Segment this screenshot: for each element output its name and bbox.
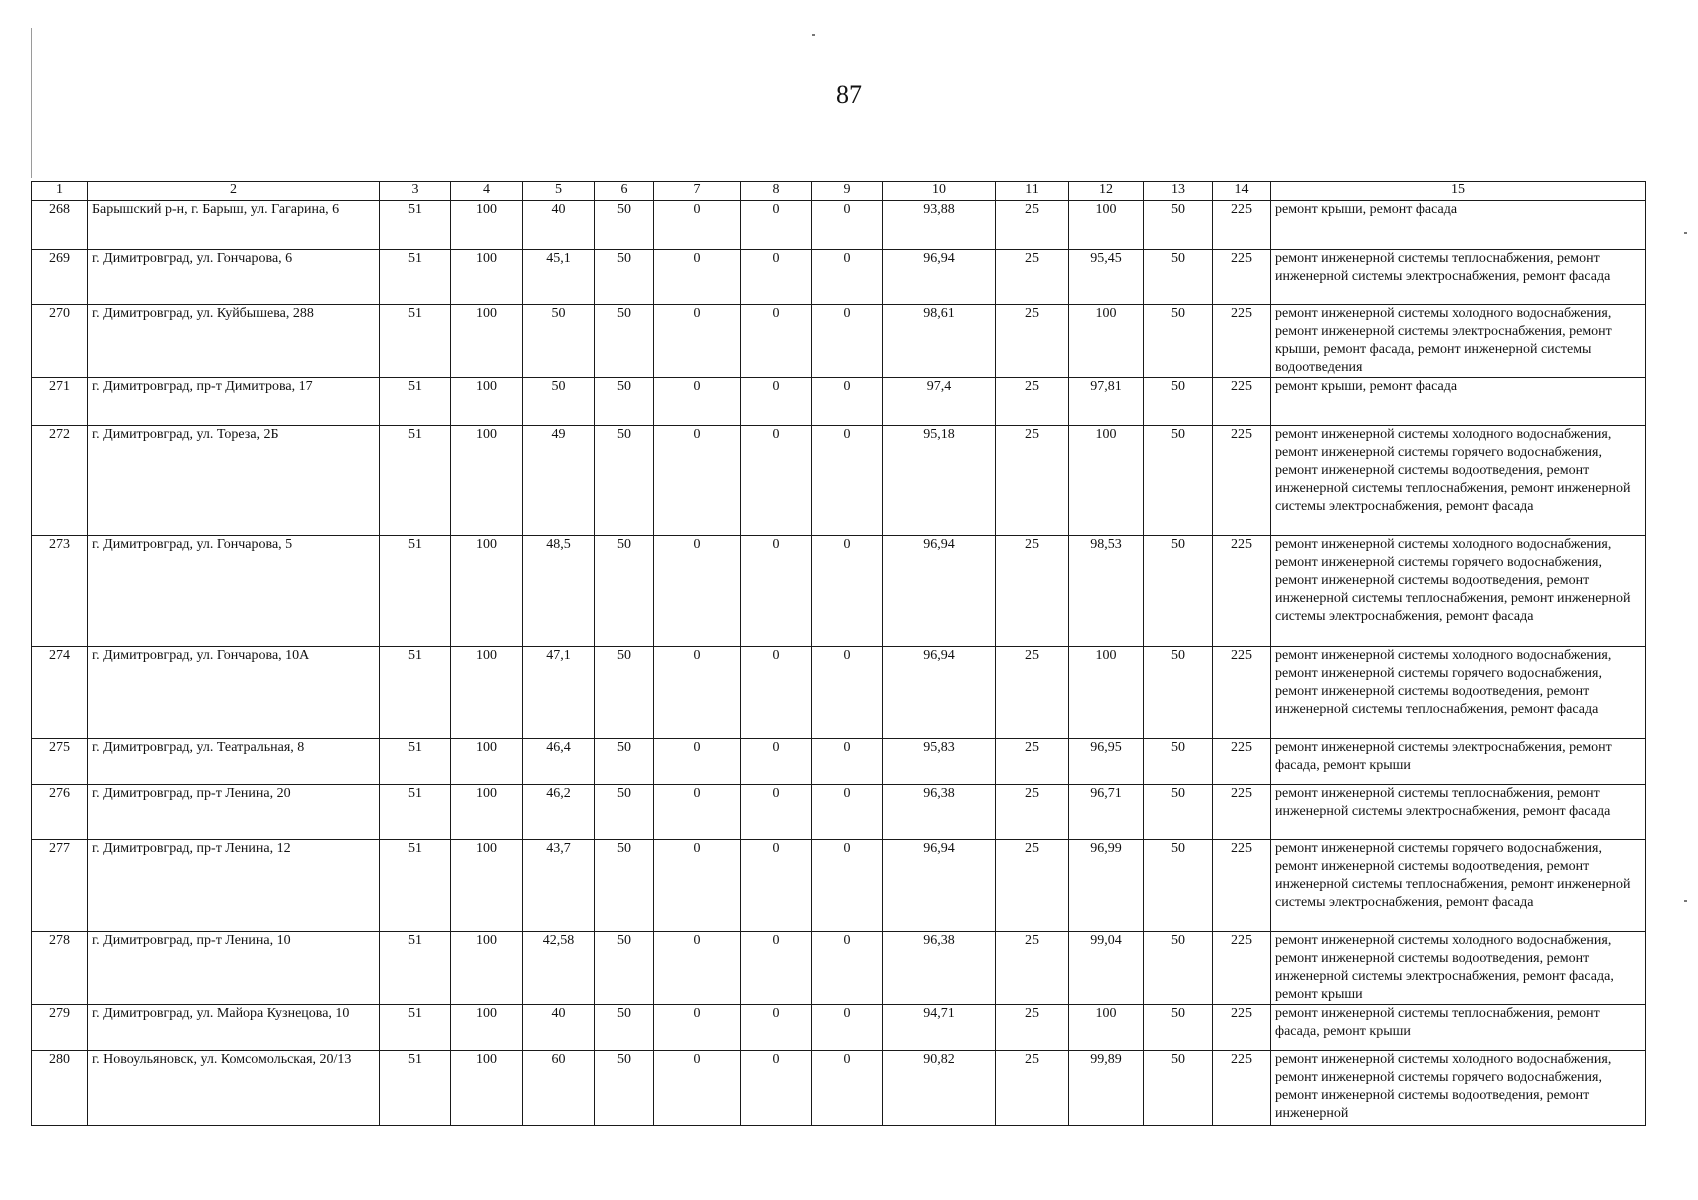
col3-cell: 51 <box>380 739 451 785</box>
table-row <box>32 378 1646 426</box>
col6-cell: 50 <box>595 785 654 840</box>
col6-cell: 50 <box>595 536 654 647</box>
col12-cell: 95,45 <box>1069 250 1144 305</box>
table-row <box>32 932 1646 1005</box>
col14-cell: 225 <box>1213 536 1271 647</box>
col6-cell: 50 <box>595 1005 654 1051</box>
col10-cell: 96,94 <box>883 840 996 932</box>
row-number: 273 <box>32 536 88 647</box>
col11-cell: 25 <box>996 536 1069 647</box>
col7-cell: 0 <box>654 647 741 739</box>
repair-program-table <box>31 181 1646 1126</box>
column-header: 1 <box>32 182 88 201</box>
table-row <box>32 1005 1646 1051</box>
col11-cell: 25 <box>996 647 1069 739</box>
col13-cell: 50 <box>1144 426 1213 536</box>
column-header: 13 <box>1144 182 1213 201</box>
col4-cell: 100 <box>451 426 523 536</box>
col3-cell: 51 <box>380 1005 451 1051</box>
col10-cell: 96,94 <box>883 536 996 647</box>
works-cell: ремонт крыши, ремонт фасада <box>1271 201 1646 250</box>
table-row <box>32 536 1646 647</box>
col12-cell: 98,53 <box>1069 536 1144 647</box>
col12-cell: 96,71 <box>1069 785 1144 840</box>
col11-cell: 25 <box>996 378 1069 426</box>
col5-cell: 60 <box>523 1051 595 1126</box>
col8-cell: 0 <box>741 932 812 1005</box>
col5-cell: 40 <box>523 1005 595 1051</box>
col14-cell: 225 <box>1213 739 1271 785</box>
col9-cell: 0 <box>812 305 883 378</box>
col10-cell: 96,38 <box>883 932 996 1005</box>
col13-cell: 50 <box>1144 1051 1213 1126</box>
row-number: 279 <box>32 1005 88 1051</box>
col10-cell: 93,88 <box>883 201 996 250</box>
col10-cell: 96,94 <box>883 250 996 305</box>
column-header: 15 <box>1271 182 1646 201</box>
col8-cell: 0 <box>741 1005 812 1051</box>
col12-cell: 100 <box>1069 647 1144 739</box>
col4-cell: 100 <box>451 785 523 840</box>
col10-cell: 90,82 <box>883 1051 996 1126</box>
col7-cell: 0 <box>654 201 741 250</box>
col6-cell: 50 <box>595 201 654 250</box>
col3-cell: 51 <box>380 426 451 536</box>
table-row <box>32 739 1646 785</box>
col11-cell: 25 <box>996 1005 1069 1051</box>
col8-cell: 0 <box>741 647 812 739</box>
col4-cell: 100 <box>451 305 523 378</box>
table-row <box>32 305 1646 378</box>
col5-cell: 45,1 <box>523 250 595 305</box>
works-cell: ремонт инженерной системы теплоснабжения, ремонт инженерной системы электроснабжения, ремонт фасада <box>1271 250 1646 305</box>
col4-cell: 100 <box>451 647 523 739</box>
works-cell: ремонт инженерной системы холодного водоснабжения, ремонт инженерной системы горячего водоснабжения, ремонт инженерной системы водоотведения, ремонт инженерной системы теплоснабжения, ремонт инженерной системы электроснабжения, ремонт фасада <box>1271 426 1646 536</box>
col8-cell: 0 <box>741 785 812 840</box>
row-number: 269 <box>32 250 88 305</box>
col9-cell: 0 <box>812 1051 883 1126</box>
col8-cell: 0 <box>741 201 812 250</box>
col9-cell: 0 <box>812 378 883 426</box>
row-number: 272 <box>32 426 88 536</box>
address-cell: г. Димитровград, пр-т Димитрова, 17 <box>88 378 380 426</box>
col12-cell: 99,04 <box>1069 932 1144 1005</box>
col14-cell: 225 <box>1213 378 1271 426</box>
col8-cell: 0 <box>741 305 812 378</box>
table-row <box>32 785 1646 840</box>
col7-cell: 0 <box>654 250 741 305</box>
row-number: 278 <box>32 932 88 1005</box>
col6-cell: 50 <box>595 378 654 426</box>
column-header: 12 <box>1069 182 1144 201</box>
col3-cell: 51 <box>380 378 451 426</box>
col13-cell: 50 <box>1144 840 1213 932</box>
col4-cell: 100 <box>451 378 523 426</box>
col3-cell: 51 <box>380 647 451 739</box>
col8-cell: 0 <box>741 739 812 785</box>
col14-cell: 225 <box>1213 932 1271 1005</box>
col6-cell: 50 <box>595 250 654 305</box>
col8-cell: 0 <box>741 840 812 932</box>
row-number: 268 <box>32 201 88 250</box>
col14-cell: 225 <box>1213 1005 1271 1051</box>
address-cell: г. Димитровград, пр-т Ленина, 20 <box>88 785 380 840</box>
col8-cell: 0 <box>741 250 812 305</box>
row-number: 274 <box>32 647 88 739</box>
col12-cell: 100 <box>1069 201 1144 250</box>
table-row <box>32 840 1646 932</box>
col9-cell: 0 <box>812 536 883 647</box>
column-header: 14 <box>1213 182 1271 201</box>
col14-cell: 225 <box>1213 201 1271 250</box>
col7-cell: 0 <box>654 536 741 647</box>
col11-cell: 25 <box>996 739 1069 785</box>
address-cell: г. Димитровград, ул. Майора Кузнецова, 10 <box>88 1005 380 1051</box>
col11-cell: 25 <box>996 426 1069 536</box>
col12-cell: 100 <box>1069 305 1144 378</box>
scan-speck <box>1684 232 1687 234</box>
col4-cell: 100 <box>451 201 523 250</box>
col9-cell: 0 <box>812 932 883 1005</box>
col10-cell: 96,38 <box>883 785 996 840</box>
col6-cell: 50 <box>595 840 654 932</box>
col5-cell: 49 <box>523 426 595 536</box>
table-row <box>32 1051 1646 1126</box>
column-header: 3 <box>380 182 451 201</box>
address-cell: г. Димитровград, ул. Тореза, 2Б <box>88 426 380 536</box>
address-cell: г. Димитровград, пр-т Ленина, 10 <box>88 932 380 1005</box>
works-cell: ремонт инженерной системы теплоснабжения, ремонт инженерной системы электроснабжения, ремонт фасада <box>1271 785 1646 840</box>
col6-cell: 50 <box>595 1051 654 1126</box>
column-header: 5 <box>523 182 595 201</box>
row-number: 270 <box>32 305 88 378</box>
col5-cell: 50 <box>523 378 595 426</box>
column-header: 9 <box>812 182 883 201</box>
col14-cell: 225 <box>1213 840 1271 932</box>
col6-cell: 50 <box>595 426 654 536</box>
column-header: 6 <box>595 182 654 201</box>
address-cell: г. Димитровград, ул. Гончарова, 5 <box>88 536 380 647</box>
col13-cell: 50 <box>1144 201 1213 250</box>
col3-cell: 51 <box>380 536 451 647</box>
row-number: 280 <box>32 1051 88 1126</box>
address-cell: г. Димитровград, ул. Куйбышева, 288 <box>88 305 380 378</box>
works-cell: ремонт инженерной системы холодного водоснабжения, ремонт инженерной системы горячего водоснабжения, ремонт инженерной системы водоотведения, ремонт инженерной системы теплоснабжения, ремонт фасада <box>1271 647 1646 739</box>
col7-cell: 0 <box>654 785 741 840</box>
col14-cell: 225 <box>1213 785 1271 840</box>
table-row <box>32 647 1646 739</box>
column-header: 2 <box>88 182 380 201</box>
col5-cell: 46,2 <box>523 785 595 840</box>
col11-cell: 25 <box>996 250 1069 305</box>
col11-cell: 25 <box>996 201 1069 250</box>
page-number: 87 <box>836 80 862 109</box>
col12-cell: 96,99 <box>1069 840 1144 932</box>
column-header: 7 <box>654 182 741 201</box>
col11-cell: 25 <box>996 1051 1069 1126</box>
col7-cell: 0 <box>654 378 741 426</box>
col14-cell: 225 <box>1213 250 1271 305</box>
col12-cell: 100 <box>1069 426 1144 536</box>
col4-cell: 100 <box>451 1051 523 1126</box>
col4-cell: 100 <box>451 536 523 647</box>
col13-cell: 50 <box>1144 536 1213 647</box>
col7-cell: 0 <box>654 932 741 1005</box>
col3-cell: 51 <box>380 250 451 305</box>
col5-cell: 43,7 <box>523 840 595 932</box>
works-cell: ремонт инженерной системы теплоснабжения, ремонт фасада, ремонт крыши <box>1271 1005 1646 1051</box>
col7-cell: 0 <box>654 1005 741 1051</box>
col5-cell: 40 <box>523 201 595 250</box>
col4-cell: 100 <box>451 739 523 785</box>
col13-cell: 50 <box>1144 647 1213 739</box>
table-row <box>32 201 1646 250</box>
col3-cell: 51 <box>380 932 451 1005</box>
col13-cell: 50 <box>1144 250 1213 305</box>
col4-cell: 100 <box>451 1005 523 1051</box>
col3-cell: 51 <box>380 840 451 932</box>
col14-cell: 225 <box>1213 305 1271 378</box>
works-cell: ремонт инженерной системы холодного водоснабжения, ремонт инженерной системы горячего водоснабжения, ремонт инженерной системы водоотведения, ремонт инженерной <box>1271 1051 1646 1126</box>
col6-cell: 50 <box>595 305 654 378</box>
scan-speck <box>812 34 815 36</box>
col4-cell: 100 <box>451 250 523 305</box>
col12-cell: 100 <box>1069 1005 1144 1051</box>
address-cell: г. Димитровград, ул. Театральная, 8 <box>88 739 380 785</box>
works-cell: ремонт инженерной системы холодного водоснабжения, ремонт инженерной системы водоотведения, ремонт инженерной системы электроснабжения, ремонт фасада, ремонт крыши <box>1271 932 1646 1005</box>
col5-cell: 42,58 <box>523 932 595 1005</box>
col13-cell: 50 <box>1144 739 1213 785</box>
col9-cell: 0 <box>812 785 883 840</box>
col10-cell: 96,94 <box>883 647 996 739</box>
address-cell: г. Димитровград, ул. Гончарова, 6 <box>88 250 380 305</box>
col6-cell: 50 <box>595 647 654 739</box>
address-cell: г. Димитровград, ул. Гончарова, 10А <box>88 647 380 739</box>
col9-cell: 0 <box>812 739 883 785</box>
address-cell: г. Новоульяновск, ул. Комсомольская, 20/13 <box>88 1051 380 1126</box>
col11-cell: 25 <box>996 785 1069 840</box>
works-cell: ремонт крыши, ремонт фасада <box>1271 378 1646 426</box>
col8-cell: 0 <box>741 1051 812 1126</box>
header-row <box>32 182 1646 201</box>
col10-cell: 95,83 <box>883 739 996 785</box>
col13-cell: 50 <box>1144 785 1213 840</box>
col4-cell: 100 <box>451 840 523 932</box>
col8-cell: 0 <box>741 378 812 426</box>
column-header: 8 <box>741 182 812 201</box>
col8-cell: 0 <box>741 426 812 536</box>
col3-cell: 51 <box>380 201 451 250</box>
address-cell: Барышский р-н, г. Барыш, ул. Гагарина, 6 <box>88 201 380 250</box>
works-cell: ремонт инженерной системы электроснабжения, ремонт фасада, ремонт крыши <box>1271 739 1646 785</box>
col14-cell: 225 <box>1213 647 1271 739</box>
col3-cell: 51 <box>380 1051 451 1126</box>
column-header: 11 <box>996 182 1069 201</box>
col9-cell: 0 <box>812 201 883 250</box>
scan-speck <box>1684 900 1687 902</box>
col13-cell: 50 <box>1144 932 1213 1005</box>
column-header: 4 <box>451 182 523 201</box>
row-number: 275 <box>32 739 88 785</box>
col12-cell: 99,89 <box>1069 1051 1144 1126</box>
col13-cell: 50 <box>1144 1005 1213 1051</box>
col11-cell: 25 <box>996 932 1069 1005</box>
col5-cell: 47,1 <box>523 647 595 739</box>
col5-cell: 48,5 <box>523 536 595 647</box>
col3-cell: 51 <box>380 305 451 378</box>
works-cell: ремонт инженерной системы холодного водоснабжения, ремонт инженерной системы электроснабжения, ремонт крыши, ремонт фасада, ремонт инженерной системы водоотведения <box>1271 305 1646 378</box>
col13-cell: 50 <box>1144 378 1213 426</box>
col11-cell: 25 <box>996 840 1069 932</box>
col7-cell: 0 <box>654 426 741 536</box>
works-cell: ремонт инженерной системы горячего водоснабжения, ремонт инженерной системы водоотведения, ремонт инженерной системы теплоснабжения, ремонт инженерной системы электроснабжения, ремонт фасада <box>1271 840 1646 932</box>
table-row <box>32 250 1646 305</box>
col3-cell: 51 <box>380 785 451 840</box>
col10-cell: 95,18 <box>883 426 996 536</box>
column-header: 10 <box>883 182 996 201</box>
works-cell: ремонт инженерной системы холодного водоснабжения, ремонт инженерной системы горячего водоснабжения, ремонт инженерной системы водоотведения, ремонт инженерной системы теплоснабжения, ремонт инженерной системы электроснабжения, ремонт фасада <box>1271 536 1646 647</box>
col7-cell: 0 <box>654 840 741 932</box>
col14-cell: 225 <box>1213 426 1271 536</box>
table-row <box>32 426 1646 536</box>
col8-cell: 0 <box>741 536 812 647</box>
col10-cell: 98,61 <box>883 305 996 378</box>
col4-cell: 100 <box>451 932 523 1005</box>
row-number: 276 <box>32 785 88 840</box>
col9-cell: 0 <box>812 426 883 536</box>
col10-cell: 97,4 <box>883 378 996 426</box>
col14-cell: 225 <box>1213 1051 1271 1126</box>
col7-cell: 0 <box>654 739 741 785</box>
col11-cell: 25 <box>996 305 1069 378</box>
col7-cell: 0 <box>654 305 741 378</box>
col6-cell: 50 <box>595 932 654 1005</box>
col7-cell: 0 <box>654 1051 741 1126</box>
col9-cell: 0 <box>812 840 883 932</box>
col12-cell: 97,81 <box>1069 378 1144 426</box>
col5-cell: 46,4 <box>523 739 595 785</box>
row-number: 277 <box>32 840 88 932</box>
col10-cell: 94,71 <box>883 1005 996 1051</box>
col5-cell: 50 <box>523 305 595 378</box>
address-cell: г. Димитровград, пр-т Ленина, 12 <box>88 840 380 932</box>
col9-cell: 0 <box>812 250 883 305</box>
col13-cell: 50 <box>1144 305 1213 378</box>
col12-cell: 96,95 <box>1069 739 1144 785</box>
row-number: 271 <box>32 378 88 426</box>
col9-cell: 0 <box>812 647 883 739</box>
col6-cell: 50 <box>595 739 654 785</box>
col9-cell: 0 <box>812 1005 883 1051</box>
